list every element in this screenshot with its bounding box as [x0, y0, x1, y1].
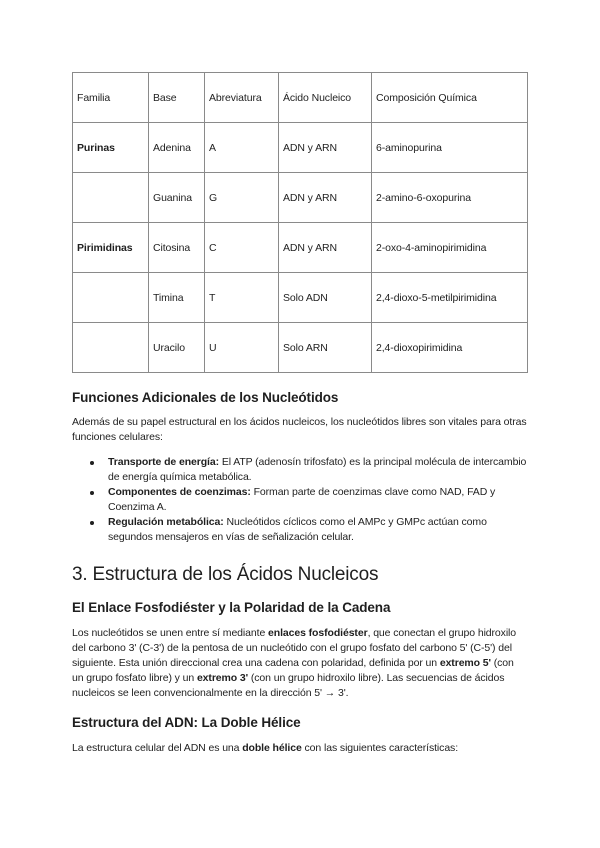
- cell-composicion: 2,4-dioxopirimidina: [372, 323, 528, 373]
- list-item-text: Nucleótidos cíclicos como el AMPc y GMPc actúan como segundos mensajeros en vías de señalización celular.: [108, 516, 487, 543]
- funciones-heading: Funciones Adicionales de los Nucleótidos: [72, 390, 339, 405]
- adn-text-2: con las siguientes características:: [301, 742, 459, 754]
- table-row: [73, 273, 528, 323]
- enlace-paragraph: [72, 626, 528, 701]
- enlace-bold-1: enlaces fosfodiéster: [268, 627, 368, 639]
- header-familia: Familia: [73, 73, 149, 123]
- cell-composicion: 2-amino-6-oxopurina: [372, 173, 528, 223]
- enlace-bold-2: extremo 5': [439, 657, 491, 669]
- table-row: [73, 223, 528, 273]
- enlace-text-1: Los nucleótidos se unen entre sí mediante: [72, 627, 269, 639]
- list-item-term: Transporte de energía:: [108, 456, 219, 468]
- cell-familia: Pirimidinas: [73, 223, 149, 273]
- adn-bold-1: doble hélice: [242, 742, 302, 754]
- header-abreviatura: Abreviatura: [205, 73, 279, 123]
- list-item-text: Forman parte de coenzimas clave como NAD, FAD y Coenzima A.: [108, 486, 496, 513]
- cell-composicion: 6-aminopurina: [372, 123, 528, 173]
- cell-base: Timina: [149, 273, 205, 323]
- cell-abreviatura: U: [205, 323, 279, 373]
- bullet-icon: [90, 461, 94, 465]
- enlace-heading: El Enlace Fosfodiéster y la Polaridad de la Cadena: [72, 600, 391, 615]
- cell-base: Citosina: [149, 223, 205, 273]
- table-header-row: [73, 73, 528, 123]
- bullet-icon: [90, 521, 94, 525]
- enlace-bold-3: extremo 3': [196, 672, 249, 684]
- list-item: [72, 515, 528, 545]
- list-item-text: El ATP (adenosín trifosfato) es la principal molécula de intercambio de energía química metabólica.: [108, 456, 527, 483]
- section-3-title: 3. Estructura de los Ácidos Nucleicos: [72, 564, 379, 585]
- cell-acido: ADN y ARN: [279, 223, 372, 273]
- list-item: [72, 485, 528, 515]
- cell-abreviatura: T: [205, 273, 279, 323]
- adn-heading: Estructura del ADN: La Doble Hélice: [72, 715, 301, 730]
- funciones-list: [72, 455, 528, 545]
- cell-base: Uracilo: [149, 323, 205, 373]
- cell-acido: ADN y ARN: [279, 173, 372, 223]
- bullet-icon: [90, 491, 94, 495]
- cell-base: Adenina: [149, 123, 205, 173]
- cell-abreviatura: G: [205, 173, 279, 223]
- document-page: [72, 72, 528, 756]
- adn-text-1: La estructura celular del ADN es una: [72, 742, 243, 754]
- table-row: [73, 123, 528, 173]
- list-item: [72, 455, 528, 485]
- cell-base: Guanina: [149, 173, 205, 223]
- cell-acido: Solo ARN: [279, 323, 372, 373]
- cell-acido: Solo ADN: [279, 273, 372, 323]
- header-composicion: Composición Química: [372, 73, 528, 123]
- header-base: Base: [149, 73, 205, 123]
- adn-paragraph: [72, 741, 528, 756]
- list-item-term: Componentes de coenzimas:: [108, 486, 251, 498]
- cell-composicion: 2-oxo-4-aminopirimidina: [372, 223, 528, 273]
- cell-familia: [73, 173, 149, 223]
- table-row: [73, 323, 528, 373]
- enlace-text-3: (con un grupo fosfato libre) y un: [72, 657, 514, 684]
- cell-abreviatura: A: [205, 123, 279, 173]
- cell-abreviatura: C: [205, 223, 279, 273]
- nucleotide-bases-table: [72, 72, 528, 373]
- cell-acido: ADN y ARN: [279, 123, 372, 173]
- cell-familia: Purinas: [73, 123, 149, 173]
- enlace-text-4: (con un grupo hidroxilo libre). Las secuencias de ácidos nucleicos se leen convencionalmente en la dirección 5' → 3'.: [72, 672, 505, 699]
- list-item-term: Regulación metabólica:: [108, 516, 224, 528]
- cell-familia: [73, 323, 149, 373]
- table-row: [73, 173, 528, 223]
- cell-familia: [73, 273, 149, 323]
- cell-composicion: 2,4-dioxo-5-metilpirimidina: [372, 273, 528, 323]
- funciones-intro: Además de su papel estructural en los ácidos nucleicos, los nucleótidos libres son vitales para otras funciones celulares:: [72, 416, 527, 443]
- header-acido-nucleico: Ácido Nucleico: [279, 73, 372, 123]
- enlace-text-2: , que conectan el grupo hidroxilo del carbono 3' (C-3') de la pentosa de un nucleótido con el grupo fosfato del carbono 5' (C-5') del siguiente. Esta unión direccional crea una cadena con polaridad, definida por un: [72, 627, 517, 669]
